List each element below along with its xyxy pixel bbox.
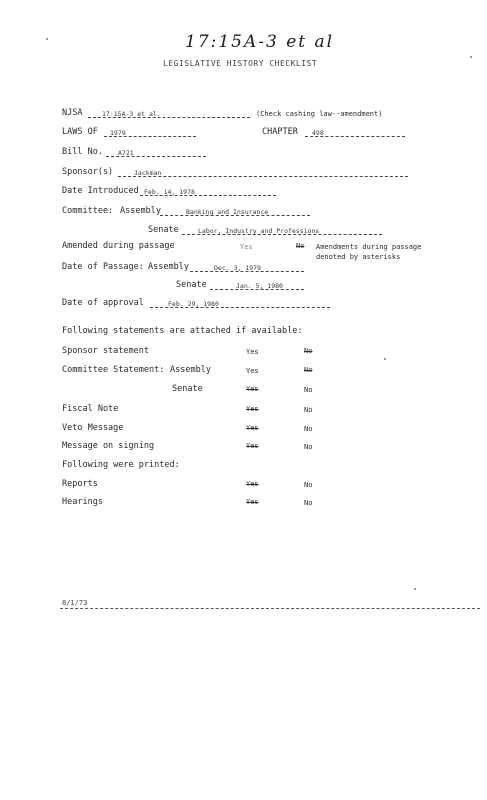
scan-speck [384, 358, 386, 360]
statement-label-hearings: Hearings [62, 497, 103, 507]
chapter-label: CHAPTER [262, 127, 298, 137]
committee-assembly-label: Assembly [120, 206, 161, 216]
njsa-underline [88, 117, 250, 118]
date-introduced-underline [140, 195, 276, 196]
statements-heading: Following statements are attached if available: [62, 326, 303, 336]
statement-sub-senate: Senate [172, 384, 203, 394]
njsa-value: 17:15A-3 et al. [102, 110, 161, 118]
sponsor-value: Jackman [134, 169, 162, 177]
statement-yes-message-on-signing-struck: Yes [246, 442, 259, 450]
passage-assembly-underline [190, 271, 304, 272]
scan-speck [414, 588, 416, 590]
committee-label: Committee: [62, 206, 114, 216]
amended-label: Amended during passage [62, 241, 175, 251]
statement-label-fiscal-note: Fiscal Note [62, 404, 119, 414]
footer-date: 8/1/73 [62, 599, 88, 607]
passage-assembly-value: Dec. 3, 1979 [214, 264, 261, 272]
statement-label-message-on-signing: Message on signing [62, 441, 155, 451]
sponsor-underline [118, 176, 408, 177]
statement-yes-fiscal-note-struck: Yes [246, 405, 259, 413]
laws-of-value: 1979 [110, 129, 126, 137]
chapter-value: 498 [312, 129, 324, 137]
date-of-approval-value: Feb. 29, 1980 [168, 300, 219, 308]
statement-no-message-on-signing: No [304, 443, 313, 451]
footer-dashed-line [60, 608, 480, 609]
date-introduced-label: Date Introduced [62, 186, 139, 196]
statement-label-reports: Reports [62, 479, 98, 489]
statement-no-senate: No [304, 386, 313, 394]
statement-yes-reports-struck: Yes [246, 480, 259, 488]
date-of-approval-underline [150, 307, 330, 308]
statement-label-sponsor: Sponsor statement [62, 346, 149, 356]
date-introduced-value: Feb. 14, 1978 [144, 188, 195, 196]
statement-yes-veto-message-struck: Yes [246, 424, 259, 432]
scan-speck [470, 56, 472, 58]
statement-yes-hearings-struck: Yes [246, 498, 259, 506]
scan-speck [46, 38, 48, 40]
passage-senate-value: Jan. 5, 1980 [236, 282, 283, 290]
amended-note-line-1: Amendments during passage [316, 243, 422, 251]
printed-heading: Following were printed: [62, 460, 180, 470]
statement-no-sponsor-struck: No [304, 347, 313, 355]
amended-no-struck: No [296, 242, 305, 250]
statement-no-reports: No [304, 481, 313, 489]
statement-no-hearings: No [304, 499, 313, 507]
amended-note-line-2: denoted by asterisks [316, 253, 401, 261]
statement-no-fiscal-note: No [304, 406, 313, 414]
page-title: LEGISLATIVE HISTORY CHECKLIST [163, 59, 318, 68]
statement-no-assembly-struck: No [304, 366, 313, 374]
committee-assembly-value: Banking and Insurance [186, 208, 269, 216]
passage-senate-underline [210, 289, 304, 290]
handwritten-statute-reference: 17:15A-3 et al [185, 32, 335, 52]
statement-label-veto-message: Veto Message [62, 423, 124, 433]
bill-number-value: A721 [118, 149, 134, 157]
laws-of-label: LAWS OF [62, 127, 98, 137]
date-of-approval-label: Date of approval [62, 298, 144, 308]
date-of-passage-label: Date of Passage: [62, 262, 144, 272]
chapter-underline [305, 136, 405, 137]
statement-no-veto-message: No [304, 425, 313, 433]
njsa-label: NJSA [62, 108, 83, 118]
committee-senate-underline [182, 234, 382, 235]
statement-yes-senate-struck: Yes [246, 385, 259, 393]
statement-sub-assembly: Assembly [170, 365, 211, 375]
statement-yes-assembly: Yes [246, 367, 259, 375]
committee-assembly-underline [160, 215, 310, 216]
statement-label-committee: Committee Statement: [62, 365, 165, 375]
amended-yes: Yes [240, 243, 253, 251]
njsa-note: (Check cashing law--amendment) [256, 110, 383, 118]
bill-number-label: Bill No. [62, 147, 103, 157]
sponsor-label: Sponsor(s) [62, 167, 114, 177]
laws-of-underline [104, 136, 196, 137]
committee-senate-label: Senate [148, 225, 179, 235]
statement-yes-sponsor: Yes [246, 348, 259, 356]
passage-assembly-label: Assembly [148, 262, 189, 272]
committee-senate-value: Labor, Industry and Professions [198, 227, 320, 235]
bill-number-underline [106, 156, 206, 157]
passage-senate-label: Senate [176, 280, 207, 290]
